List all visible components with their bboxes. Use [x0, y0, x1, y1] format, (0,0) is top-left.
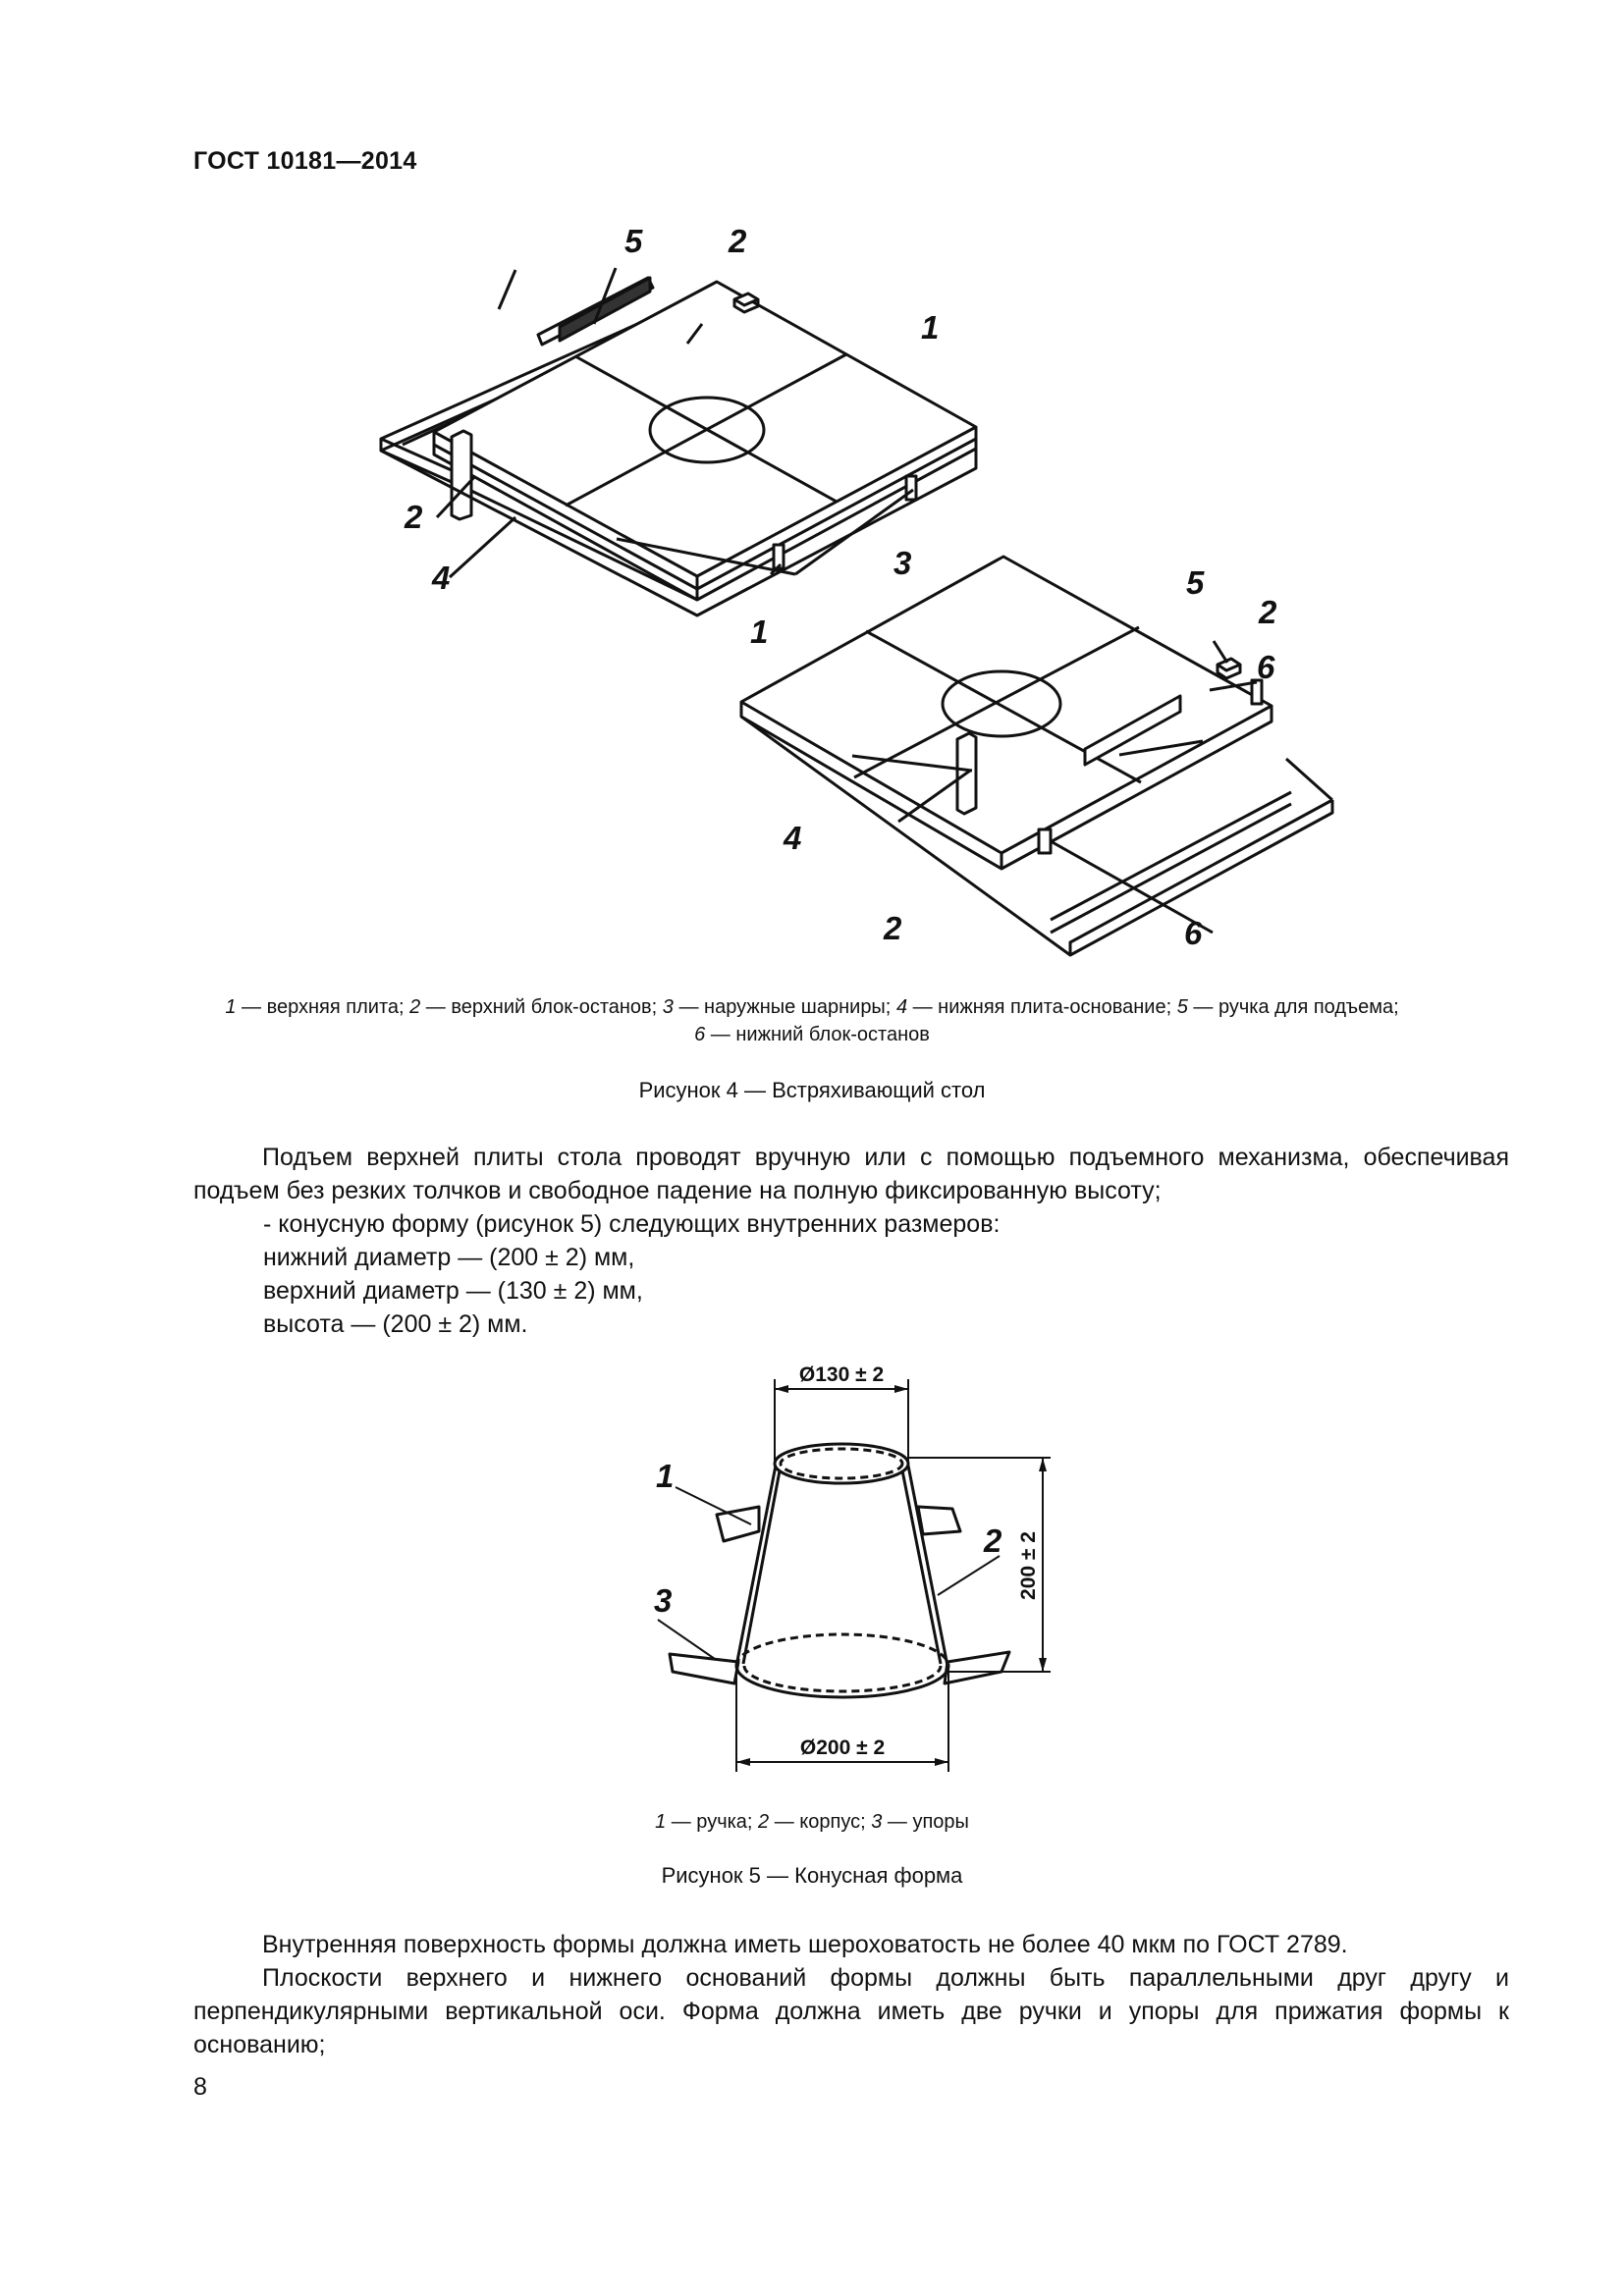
legend-item-4: 4 — нижняя плита-основание; — [895, 996, 1177, 1018]
callout-2-body: 2 — [984, 1522, 1002, 1559]
legend-item-5: 5 — ручка для подъема; — [1176, 996, 1399, 1018]
callout-4-bottom: 4 — [784, 820, 802, 856]
list-item-cone: - конусную форму (рисунок 5) следующих внутренних размеров: — [263, 1210, 1001, 1238]
callout-2-left: 2 — [405, 499, 423, 535]
legend-item-3: 3 — наружные шарниры; — [662, 996, 896, 1018]
callout-3: 3 — [893, 545, 912, 581]
callout-5-bottom: 5 — [1186, 564, 1205, 601]
paragraph-planes: Плоскости верхнего и нижнего оснований формы должны быть параллельными друг другу и перпендикулярными вертикальной оси. Форма должна иметь две ручки и упоры для прижатия формы к основанию; — [193, 1964, 1509, 2058]
legend-item-1: 1 — верхняя плита; — [225, 996, 410, 1018]
document-header: ГОСТ 10181—2014 — [193, 147, 417, 175]
figure-5-caption: Рисунок 5 — Конусная форма — [661, 1863, 963, 1888]
callout-2-bottom: 2 — [1259, 594, 1277, 630]
dim-bottom-diameter: Ø200 ± 2 — [799, 1736, 886, 1759]
paragraph-roughness: Внутренняя поверхность формы должна иметь шероховатость не более 40 мкм по ГОСТ 2789. — [262, 1931, 1348, 1958]
callout-4-left: 4 — [432, 560, 451, 596]
legend-item-2: 2 — верхний блок-останов; — [409, 996, 663, 1018]
callout-2-top: 2 — [729, 223, 747, 259]
callout-1-handle: 1 — [656, 1458, 675, 1494]
callout-3-stops: 3 — [654, 1582, 673, 1619]
dim-height: 200 ± 2 — [1017, 1531, 1040, 1600]
figure-4-caption: Рисунок 4 — Встряхивающий стол — [638, 1078, 986, 1102]
callout-1-top: 1 — [921, 309, 940, 346]
upper-diameter-line: верхний диаметр — (130 ± 2) мм, — [263, 1277, 643, 1305]
paragraph-lift: Подъем верхней плиты стола проводят вручную или с помощью подъемного механизма, обеспечивая подъем без резких толчков и свободное падение на полную фиксированную высоту; — [193, 1144, 1509, 1204]
figure-4-legend — [177, 993, 1447, 1048]
figure-5-drawing — [628, 1360, 1080, 1791]
legend-item-2: 2 — корпус; — [758, 1811, 872, 1833]
figure-4-drawing — [363, 221, 1345, 977]
page-number: 8 — [193, 2073, 207, 2101]
height-line: высота — (200 ± 2) мм. — [263, 1310, 528, 1338]
dim-top-diameter: Ø130 ± 2 — [798, 1363, 885, 1386]
legend-item-1: 1 — ручка; — [655, 1811, 759, 1833]
legend-item-3: 3 — упоры — [871, 1811, 969, 1833]
callout-6-upper: 6 — [1257, 649, 1275, 685]
figure-5-legend — [177, 1808, 1447, 1836]
callout-5-top: 5 — [624, 223, 643, 259]
callout-2-bottom-left: 2 — [884, 910, 902, 946]
legend-item-6: 6 — нижний блок-останов — [694, 1024, 930, 1045]
callout-1-bottom: 1 — [750, 614, 769, 650]
callout-6-lower: 6 — [1184, 915, 1203, 951]
lower-diameter-line: нижний диаметр — (200 ± 2) мм, — [263, 1244, 635, 1271]
